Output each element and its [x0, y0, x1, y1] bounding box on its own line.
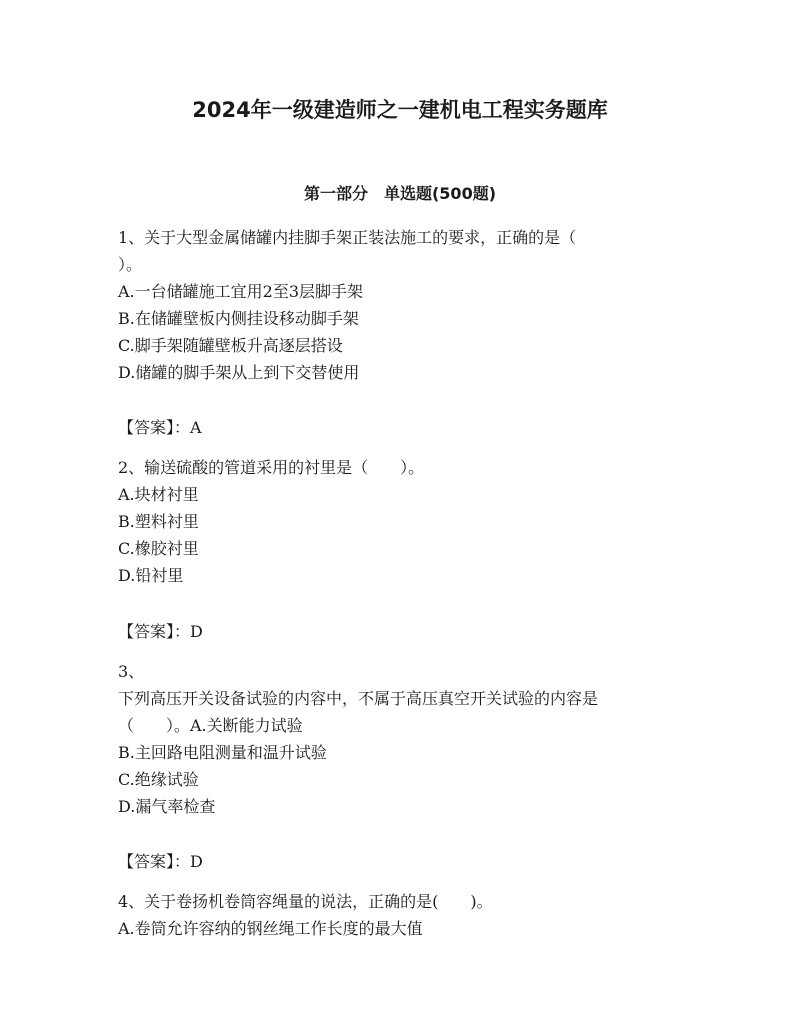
- document-title: 2024年一级建造师之一建机电工程实务题库: [192, 98, 608, 122]
- section-title: 第一部分 单选题(500题): [303, 184, 497, 203]
- question-text: 3、: [118, 662, 145, 681]
- question-text: （ ）。A.关断能力试验: [118, 716, 303, 735]
- option-a: A.卷筒允许容纳的钢丝绳工作长度的最大值: [118, 919, 423, 938]
- option-a: A.一台储罐施工宜用2至3层脚手架: [118, 282, 364, 301]
- option-c: C.橡胶衬里: [118, 539, 199, 558]
- option-b: B.塑料衬里: [118, 512, 199, 531]
- question-text: 1、关于大型金属储罐内挂脚手架正装法施工的要求，正确的是（: [118, 228, 577, 247]
- option-c: C.脚手架随罐壁板升高逐层搭设: [118, 336, 343, 355]
- option-b: B.在储罐壁板内侧挂设移动脚手架: [118, 309, 359, 328]
- question-text: ）。: [118, 255, 143, 274]
- option-d: D.漏气率检查: [118, 797, 216, 816]
- answer-label: 【答案】：D: [118, 852, 203, 871]
- answer-label: 【答案】：A: [118, 418, 202, 437]
- option-b: B.主回路电阻测量和温升试验: [118, 743, 327, 762]
- option-c: C.绝缘试验: [118, 770, 199, 789]
- question-text: 4、关于卷扬机卷筒容绳量的说法，正确的是( )。: [118, 892, 493, 911]
- question-text: 下列高压开关设备试验的内容中，不属于高压真空开关试验的内容是: [118, 689, 599, 708]
- option-a: A.块材衬里: [118, 485, 199, 504]
- answer-label: 【答案】：D: [118, 622, 203, 641]
- option-d: D.储罐的脚手架从上到下交替使用: [118, 363, 360, 382]
- question-text: 2、输送硫酸的管道采用的衬里是（ ）。: [118, 458, 425, 477]
- option-d: D.铅衬里: [118, 566, 184, 585]
